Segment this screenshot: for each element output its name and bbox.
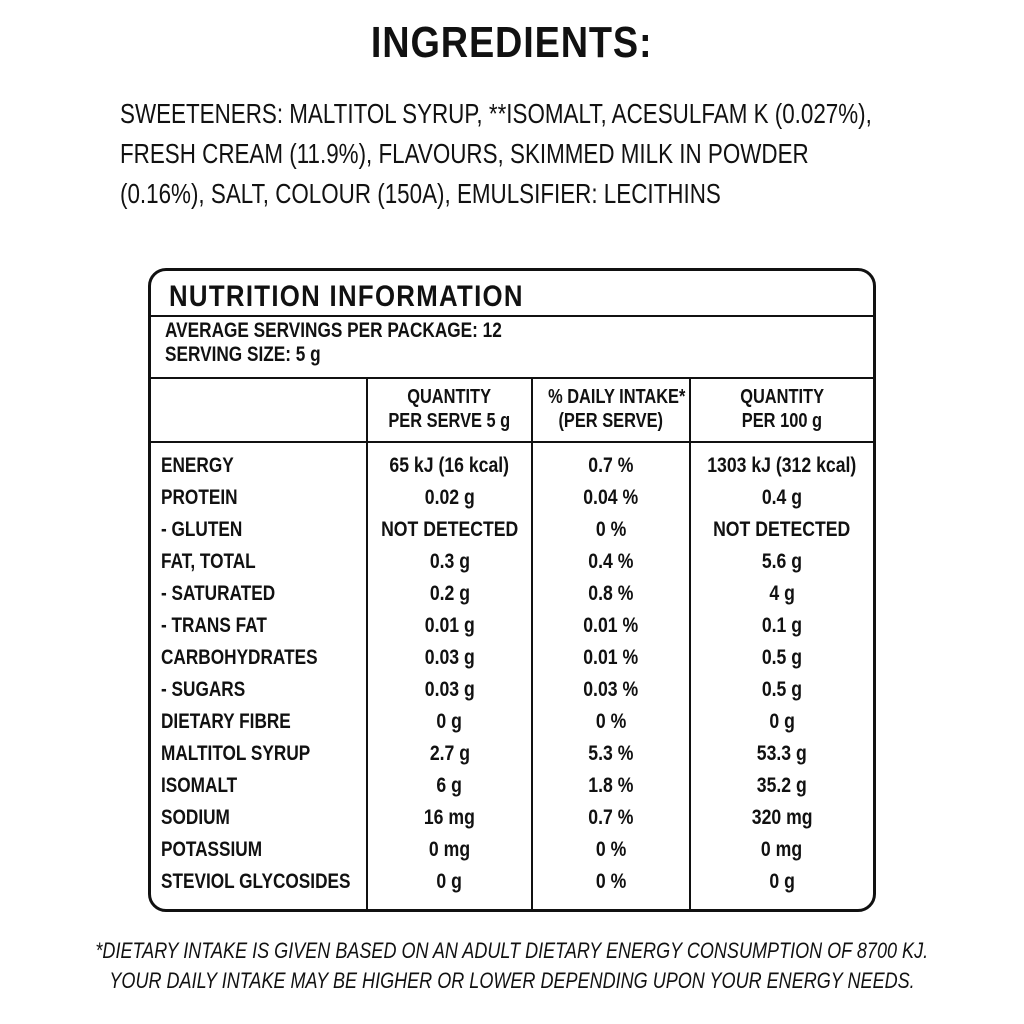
nutrition-title: NUTRITION INFORMATION (169, 280, 524, 313)
nutrient-name: ENERGY (161, 454, 234, 477)
per-100g-value: 320 mg (751, 806, 813, 829)
table-row (151, 514, 873, 546)
footnote-line: *DIETARY INTAKE IS GIVEN BASED ON AN ADULT DIETARY ENERGY CONSUMPTION OF 8700 KJ. (95, 938, 929, 963)
footnote-line: YOUR DAILY INTAKE MAY BE HIGHER OR LOWER DEPENDING UPON YOUR ENERGY NEEDS. (109, 968, 915, 993)
per-100g-value: 0 mg (761, 838, 803, 861)
daily-intake-value: 0.01 % (583, 614, 639, 637)
nutrient-name: DIETARY FIBRE (161, 710, 291, 733)
nutrient-name: - TRANS FAT (161, 614, 267, 637)
divider (151, 315, 873, 317)
daily-intake-value: 0.7 % (588, 454, 634, 477)
per-serve-value: 0.2 g (429, 582, 470, 605)
daily-intake-value: 0.03 % (583, 678, 639, 701)
table-row (151, 610, 873, 642)
nutrient-name: SODIUM (161, 806, 230, 829)
nutrition-rows (151, 450, 873, 898)
daily-intake-value: 0.8 % (588, 582, 634, 605)
ingredients-title: INGREDIENTS: (371, 18, 653, 67)
per-serve-value: 0.03 g (424, 678, 475, 701)
per-100g-value: 0 g (769, 870, 795, 893)
serving-info (165, 319, 576, 367)
per-serve-value: 0.01 g (424, 614, 475, 637)
per-serve-value: 16 mg (423, 806, 475, 829)
nutrition-panel (148, 268, 876, 912)
ingredients-line: SWEETENERS: MALTITOL SYRUP, **ISOMALT, ACESULFAM K (0.027%), (120, 98, 872, 129)
table-row (151, 738, 873, 770)
servings-per-package: AVERAGE SERVINGS PER PACKAGE: 12 (165, 319, 502, 342)
daily-intake-value: 0.7 % (588, 806, 634, 829)
per-100g-value: 0.4 g (761, 486, 803, 509)
daily-intake-value: 0 % (595, 518, 627, 541)
per-100g-value: 5.6 g (761, 550, 803, 573)
nutrient-name: MALTITOL SYRUP (161, 742, 311, 765)
per-100g-value: 53.3 g (756, 742, 808, 765)
table-row (151, 546, 873, 578)
table-row (151, 866, 873, 898)
daily-intake-value: 0 % (595, 838, 627, 861)
ingredients-line: (0.16%), SALT, COLOUR (150A), EMULSIFIER: LECITHINS (120, 178, 721, 209)
per-serve-value: 0.02 g (424, 486, 475, 509)
nutrient-name: - GLUTEN (161, 518, 243, 541)
ingredients-line: FRESH CREAM (11.9%), FLAVOURS, SKIMMED MILK IN POWDER (120, 138, 809, 169)
nutrient-name: ISOMALT (161, 774, 238, 797)
per-100g-value: 0.5 g (761, 678, 803, 701)
daily-intake-value: 1.8 % (588, 774, 634, 797)
per-100g-value: 0 g (769, 710, 795, 733)
per-serve-value: 2.7 g (429, 742, 470, 765)
per-serve-value: 6 g (436, 774, 463, 797)
table-row (151, 450, 873, 482)
header-per-100g: QUANTITY PER 100 g (740, 386, 824, 432)
divider (151, 441, 873, 443)
daily-intake-value: 0.01 % (583, 646, 639, 669)
daily-intake-value: 0.04 % (583, 486, 639, 509)
daily-intake-value: 0 % (595, 710, 627, 733)
per-100g-value: 1303 kJ (312 kcal) (707, 454, 857, 477)
daily-intake-value: 5.3 % (588, 742, 634, 765)
ingredients-text (120, 94, 1000, 214)
per-100g-value: 0.5 g (761, 646, 803, 669)
per-100g-value: 0.1 g (761, 614, 803, 637)
table-row (151, 770, 873, 802)
per-serve-value: 0.3 g (429, 550, 470, 573)
nutrient-name: FAT, TOTAL (161, 550, 256, 573)
per-serve-value: 0 mg (428, 838, 471, 861)
nutrient-name: POTASSIUM (161, 838, 263, 861)
per-100g-value: 35.2 g (756, 774, 808, 797)
divider (151, 377, 873, 379)
table-row (151, 578, 873, 610)
daily-intake-value: 0 % (595, 870, 627, 893)
table-row (151, 706, 873, 738)
per-serve-value: 0 g (436, 710, 463, 733)
per-serve-value: NOT DETECTED (381, 518, 519, 541)
daily-intake-value: 0.4 % (588, 550, 634, 573)
nutrient-name: - SATURATED (161, 582, 276, 605)
per-serve-value: 0 g (436, 870, 463, 893)
per-100g-value: 4 g (769, 582, 795, 605)
nutrient-name: STEVIOL GLYCOSIDES (161, 870, 351, 893)
per-serve-value: 0.03 g (424, 646, 475, 669)
per-100g-value: NOT DETECTED (713, 518, 851, 541)
header-per-serve: QUANTITY PER SERVE 5 g (388, 386, 511, 432)
serving-size: SERVING SIZE: 5 g (165, 343, 321, 366)
table-row (151, 834, 873, 866)
per-serve-value: 65 kJ (16 kcal) (389, 454, 510, 477)
nutrient-name: CARBOHYDRATES (161, 646, 318, 669)
table-row (151, 642, 873, 674)
table-row (151, 674, 873, 706)
table-row (151, 802, 873, 834)
header-daily-intake: % DAILY INTAKE* (PER SERVE) (548, 386, 686, 432)
footnote (0, 936, 1024, 996)
nutrient-name: PROTEIN (161, 486, 238, 509)
nutrient-name: - SUGARS (161, 678, 246, 701)
table-row (151, 482, 873, 514)
